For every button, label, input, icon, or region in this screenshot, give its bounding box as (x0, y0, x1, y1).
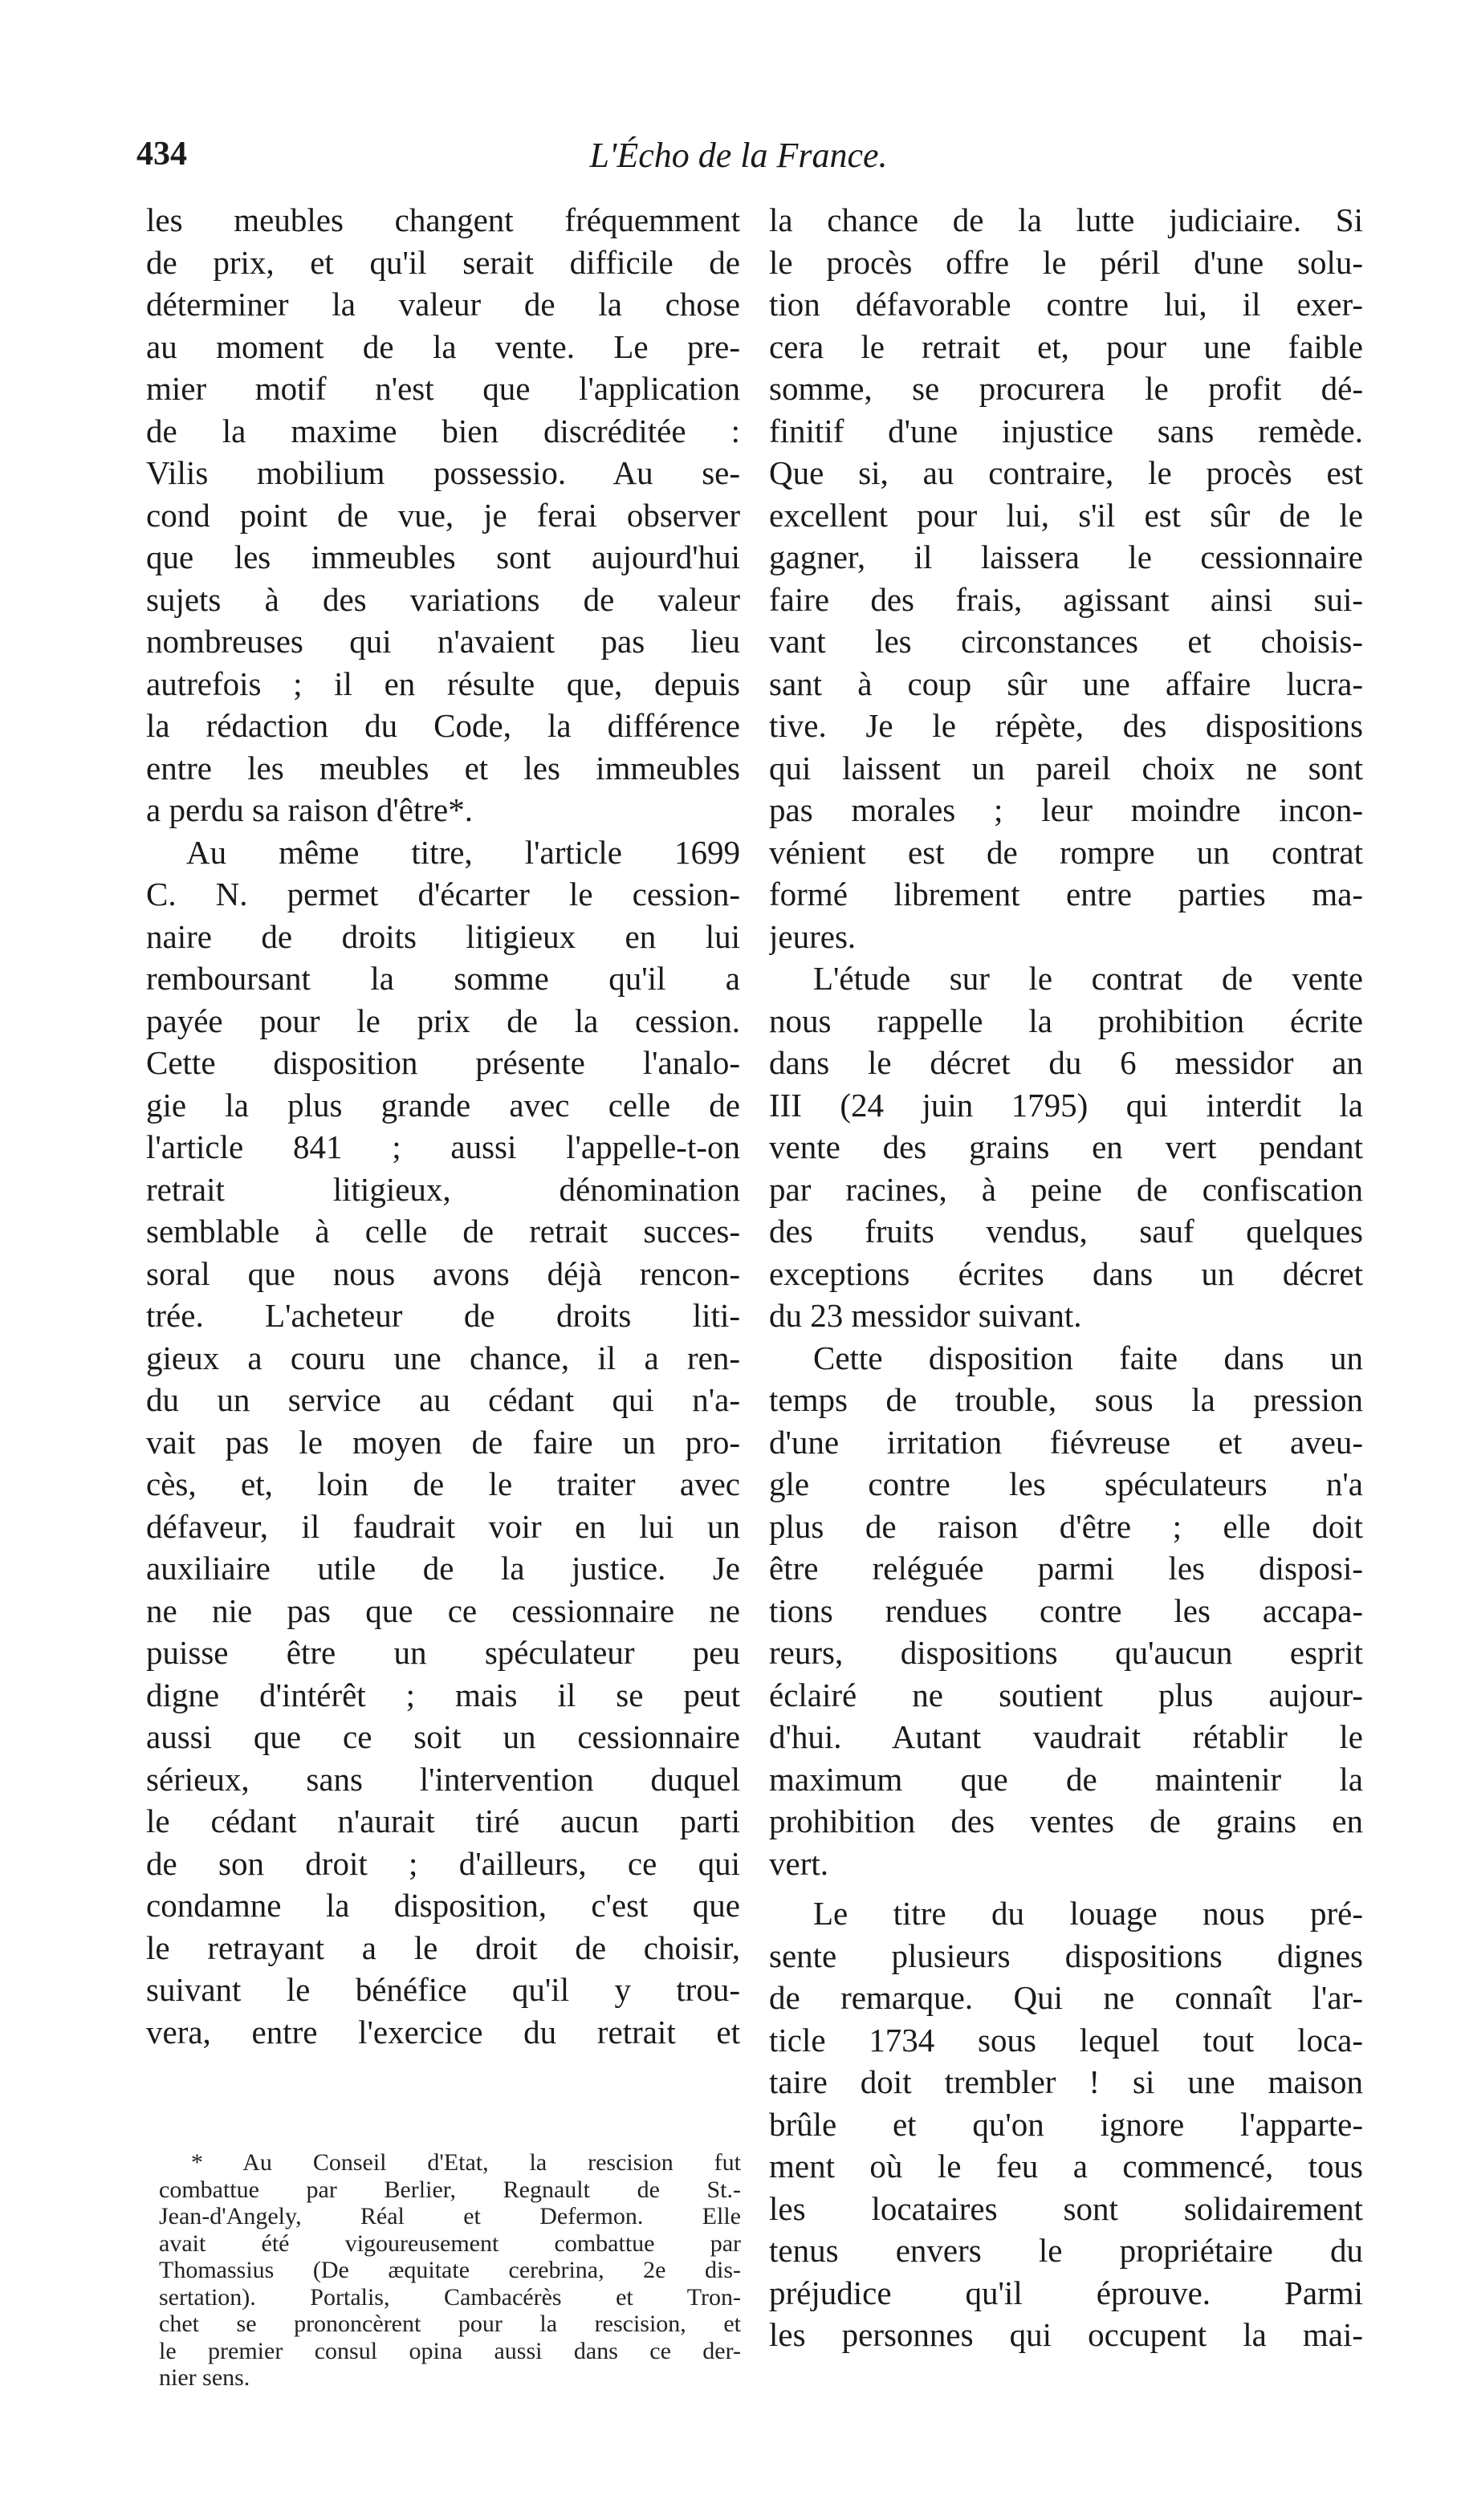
footnote (159, 2149, 741, 2392)
text-line: qui laissent un pareil choix ne sont (769, 749, 1363, 786)
text-line: d'une irritation fiévreuse et aveu- (769, 1423, 1363, 1461)
text-line: les personnes qui occupent la mai- (769, 2316, 1363, 2353)
text-line: au moment de la vente. Le pre- (146, 327, 740, 365)
text-line: naire de droits litigieux en lui (146, 917, 740, 955)
text-line: gieux a couru une chance, il a ren- (146, 1339, 740, 1376)
text-line: Que si, au contraire, le procès est (769, 454, 1363, 491)
text-line: de son droit ; d'ailleurs, ce qui (146, 1844, 740, 1882)
page-header (136, 128, 1341, 193)
text-line: Le titre du louage nous pré- (813, 1895, 1363, 1932)
page-number: 434 (136, 136, 187, 173)
running-title: L'Écho de la France. (589, 136, 888, 175)
text-line: cond point de vue, je ferai observer (146, 496, 740, 534)
text-line: les meubles changent fréquemment (146, 201, 740, 238)
text-line: entre les meubles et les immeubles (146, 749, 740, 786)
text-line: jeures. (769, 917, 857, 955)
text-line: dans le décret du 6 messidor an (769, 1044, 1363, 1081)
text-line: pas morales ; leur moindre incon- (769, 791, 1363, 828)
text-line: somme, se procurera le profit dé- (769, 370, 1363, 407)
text-line: ticle 1734 sous lequel tout loca- (769, 2021, 1363, 2059)
text-line: gagner, il laissera le cessionnaire (769, 539, 1363, 575)
text-line: par racines, à peine de confiscation (769, 1170, 1363, 1208)
text-line: Cette disposition présente l'analo- (146, 1044, 740, 1081)
text-line: autrefois ; il en résulte que, depuis (146, 665, 740, 702)
text-line: tions rendues contre les accapa- (769, 1591, 1363, 1629)
text-line: de la maxime bien discréditée : (146, 412, 740, 449)
text-line: éclairé ne soutient plus aujour- (769, 1676, 1363, 1713)
footnote-line: combattue par Berlier, Regnault de St.- (159, 2176, 741, 2203)
text-line: cera le retrait et, pour une faible (769, 327, 1363, 365)
footnote-line: nier sens. (159, 2364, 250, 2391)
text-line: des fruits vendus, sauf quelques (769, 1213, 1363, 1250)
footnote-line: le premier consul opina aussi dans ce der- (159, 2337, 741, 2364)
footnote-line: chet se prononcèrent pour la rescision, et (159, 2311, 741, 2337)
text-line: gle contre les spéculateurs n'a (769, 1465, 1363, 1502)
text-line: vert. (769, 1844, 828, 1882)
footnote-line: Thomassius (De æquitate cerebrina, 2e dis- (159, 2257, 741, 2283)
text-line: sérieux, sans l'intervention duquel (146, 1760, 740, 1798)
text-line: ne nie pas que ce cessionnaire ne (146, 1591, 740, 1629)
footnote-line: avait été vigoureusement combattue par (159, 2229, 741, 2257)
text-line: d'hui. Autant vaudrait rétablir le (769, 1718, 1363, 1755)
text-line: suivant le bénéfice qu'il y trou- (146, 1971, 740, 2008)
text-line: temps de trouble, sous la pression (769, 1381, 1363, 1418)
text-line: sant à coup sûr une affaire lucra- (769, 665, 1363, 702)
text-line: semblable à celle de retrait succes- (146, 1213, 740, 1250)
text-line: C. N. permet d'écarter le cession- (146, 876, 740, 912)
left-column (146, 199, 740, 2053)
text-line: auxiliaire utile de la justice. Je (146, 1550, 740, 1587)
text-line: nombreuses qui n'avaient pas lieu (146, 623, 740, 660)
text-line: défaveur, il faudrait voir en lui un (146, 1507, 740, 1545)
text-line: que les immeubles sont aujourd'hui (146, 539, 740, 575)
footnote-line: sertation). Portalis, Cambacérès et Tron- (159, 2283, 741, 2311)
text-line: sente plusieurs dispositions dignes (769, 1937, 1363, 1974)
text-line: vera, entre l'exercice du retrait et (146, 2013, 740, 2051)
text-line: vait pas le moyen de faire un pro- (146, 1423, 740, 1461)
right-column (769, 199, 1363, 2356)
text-line: a perdu sa raison d'être*. (146, 791, 473, 828)
text-line: Au même titre, l'article 1699 (186, 833, 740, 871)
text-line: trée. L'acheteur de droits liti- (146, 1297, 740, 1334)
text-line: de prix, et qu'il serait difficile de (146, 243, 740, 281)
footnote-line: * Au Conseil d'Etat, la rescision fut (191, 2149, 741, 2176)
text-line: préjudice qu'il éprouve. Parmi (769, 2274, 1363, 2311)
text-line: le retrayant a le droit de choisir, (146, 1929, 740, 1966)
text-line: vénient est de rompre un contrat (769, 833, 1363, 871)
text-line: la chance de la lutte judiciaire. Si (769, 201, 1363, 238)
text-line: la rédaction du Code, la différence (146, 707, 740, 744)
text-line: être reléguée parmi les disposi- (769, 1550, 1363, 1587)
text-line: tive. Je le répète, des dispositions (769, 707, 1363, 744)
text-line: puisse être un spéculateur peu (146, 1634, 740, 1671)
footnote-line: Jean-d'Angely, Réal et Defermon. Elle (159, 2203, 741, 2229)
text-line: L'étude sur le contrat de vente (813, 960, 1363, 997)
text-line: formé librement entre parties ma- (769, 876, 1363, 912)
text-line: vant les circonstances et choisis- (769, 623, 1363, 660)
text-line: excellent pour lui, s'il est sûr de le (769, 496, 1363, 534)
text-line: prohibition des ventes de grains en (769, 1803, 1363, 1839)
text-line: Vilis mobilium possessio. Au se- (146, 454, 740, 491)
paragraph-gap (769, 1884, 1363, 1892)
text-line: vente des grains en vert pendant (769, 1128, 1363, 1165)
text-line: remboursant la somme qu'il a (146, 960, 740, 997)
text-line: ment où le feu a commencé, tous (769, 2148, 1363, 2185)
text-line: de remarque. Qui ne connaît l'ar- (769, 1979, 1363, 2016)
text-line: du 23 messidor suivant. (769, 1297, 1082, 1334)
text-line: reurs, dispositions qu'aucun esprit (769, 1634, 1363, 1671)
text-line: finitif d'une injustice sans remède. (769, 412, 1363, 449)
text-line: les locataires sont solidairement (769, 2189, 1363, 2227)
text-line: exceptions écrites dans un décret (769, 1254, 1363, 1292)
text-line: gie la plus grande avec celle de (146, 1086, 740, 1124)
text-line: sujets à des variations de valeur (146, 580, 740, 618)
text-line: maximum que de maintenir la (769, 1760, 1363, 1798)
text-line: le cédant n'aurait tiré aucun parti (146, 1803, 740, 1839)
text-line: nous rappelle la prohibition écrite (769, 1002, 1363, 1039)
text-line: tion défavorable contre lui, il exer- (769, 286, 1363, 323)
text-line: brûle et qu'on ignore l'apparte- (769, 2105, 1363, 2143)
text-line: plus de raison d'être ; elle doit (769, 1507, 1363, 1545)
text-line: tenus envers le propriétaire du (769, 2232, 1363, 2269)
text-line: taire doit trembler ! si une maison (769, 2063, 1363, 2100)
text-line: condamne la disposition, c'est que (146, 1887, 740, 1924)
text-line: payée pour le prix de la cession. (146, 1002, 740, 1039)
text-line: déterminer la valeur de la chose (146, 286, 740, 323)
text-line: mier motif n'est que l'application (146, 370, 740, 407)
text-line: l'article 841 ; aussi l'appelle-t-on (146, 1128, 740, 1165)
text-line: du un service au cédant qui n'a- (146, 1381, 740, 1418)
text-line: digne d'intérêt ; mais il se peut (146, 1676, 740, 1713)
text-line: Cette disposition faite dans un (813, 1339, 1363, 1376)
text-line: cès, et, loin de le traiter avec (146, 1465, 740, 1502)
text-line: le procès offre le péril d'une solu- (769, 243, 1363, 281)
text-line: soral que nous avons déjà rencon- (146, 1254, 740, 1292)
text-line: III (24 juin 1795) qui interdit la (769, 1086, 1363, 1124)
text-line: aussi que ce soit un cessionnaire (146, 1718, 740, 1755)
text-line: retrait litigieux, dénomination (146, 1170, 740, 1208)
text-line: faire des frais, agissant ainsi sui- (769, 580, 1363, 618)
